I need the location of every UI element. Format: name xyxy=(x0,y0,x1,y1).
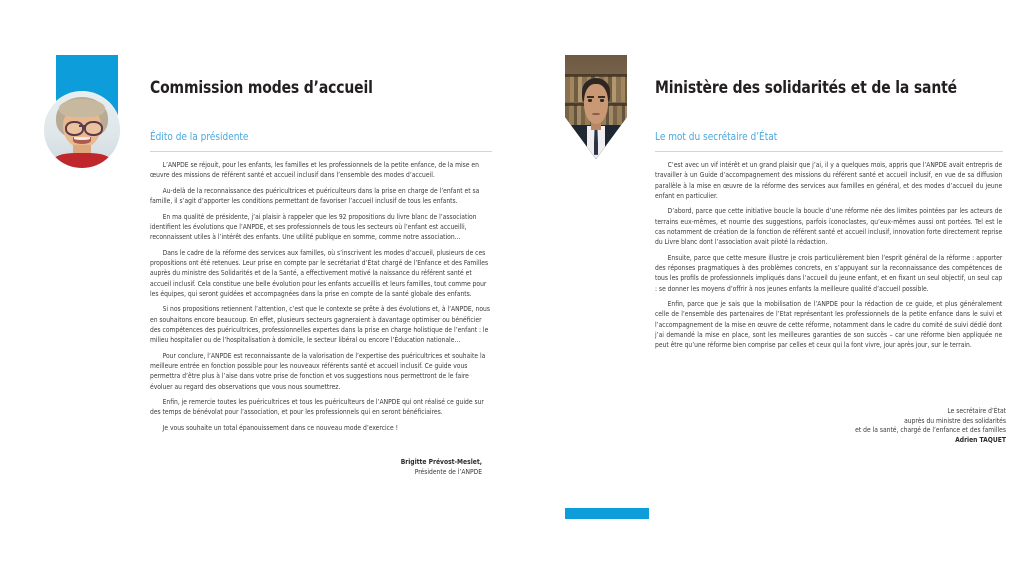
paragraph: Si nos propositions retiennent l’attention, c’est que le contexte se prête à des évolutions et, à l’ANPDE, nous en souhaitons encore beaucoup. En effet, plusieurs secteurs gagneraient à davantage optimiser ou bénéficier des compétences des puéricultrices, professionnelles expertes dans la prise en charge holistique de l’enfant : le milieu hospitalier ou de l’hospitalisation à domicile, le secteur libéral ou encore l’Éducation nationale… xyxy=(150,305,490,345)
portrait-illustration-woman xyxy=(44,92,120,168)
paragraph: L’ANPDE se réjouit, pour les enfants, les familles et les professionnels de la petite enfance, de la mise en œuvre des missions de référent santé et accueil inclusif dans l’ensemble des modes d’accueil. xyxy=(150,161,479,180)
paragraph: D’abord, parce que cette initiative boucle la boucle d’une réforme née des limites pointées par les acteurs de terrains eux-mêmes, et nourrie des suggestions, parfois iconoclastes, qu’eux-mêmes aussi ont portées. Tel est le cas notamment de création de la fonction de référent santé et accueil inclusif, innovation forte directement reprise du Livre blanc dont l’association avait piloté la rédaction. xyxy=(655,207,1003,247)
signature-right xyxy=(764,407,1007,445)
body-text-left xyxy=(150,160,491,438)
paragraph: Enfin, je remercie toutes les puéricultrices et tous les puériculteurs de l’ANPDE qui ont réalisé ce guide sur des temps de bénévolat pour l’association, et pour les professionnels qui en seront bénéficiaires. xyxy=(150,398,484,417)
paragraph: Pour conclure, l’ANPDE est reconnaissante de la valorisation de l’expertise des puéricultrices et souhaite la meilleure entrée en fonction possible pour les nouveaux référents santé et accueil inclusif. Ce guide vous permettra d’être plus à l’aise dans votre prise de fonction et vos suggestions nous permettront de le faire évoluer au regard des observations que vous nous soumettrez. xyxy=(150,351,486,391)
section-heading-right: Le mot du secrétaire d’État xyxy=(655,131,778,143)
paragraph: Je vous souhaite un total épanouissement dans ce nouveau mode d’exercice ! xyxy=(162,423,399,432)
signature-name-right: Adrien TAQUET xyxy=(955,435,1006,444)
secretary-portrait-pin-icon xyxy=(565,55,627,159)
page-right xyxy=(512,0,1024,576)
paragraph: Dans le cadre de la réforme des services aux familles, où s’inscrivent les modes d’accueil, plusieurs de ces propositions ont été retenues. Leur prise en compte par le secrétariat d’État chargé de l’Enfance et des Familles auprès du ministre des Solidarités et de la Santé, a effectivement motivé la naissance du référent santé et accueil inclusif. Cela constitue une belle évolution pour les enfants accueillis et leurs familles, tout comme pour les équipes, qui seront guidées et accompagnées dans la prise en compte de la santé globale des enfants. xyxy=(150,248,489,298)
signature-line: Le secrétaire d’État xyxy=(947,407,1006,415)
signature-name-left: Brigitte Prévost-Meslet, xyxy=(400,458,482,466)
signature-line: auprès du ministre des solidarités xyxy=(904,416,1006,425)
president-portrait-pin-icon xyxy=(56,55,118,159)
signature-role-right xyxy=(764,407,1007,436)
bottom-accent-bar xyxy=(565,508,649,519)
signature-line: Présidente de l’ANPDE xyxy=(414,467,482,476)
avatar-president xyxy=(44,92,120,168)
body-text-right xyxy=(655,160,1002,356)
section-divider-left xyxy=(150,151,492,152)
signature-role-left xyxy=(269,468,482,478)
paragraph: C’est avec un vif intérêt et un grand plaisir que j’ai, il y a quelques mois, appris que l’ANPDE avait entrepris de travailler à un Guide d’accompagnement des missions du référent santé et accueil inclusif, en vue de sa diffusion parallèle à la mise en œuvre de la réforme des services aux familles en général, et des modes d’accueil du jeune enfant en particulier. xyxy=(655,161,1003,200)
page-title-left: Commission modes d’accueil xyxy=(150,78,373,97)
section-heading-left: Édito de la présidente xyxy=(150,131,249,143)
signature-line: et de la santé, chargé de l’enfance et des familles xyxy=(855,426,1006,435)
paragraph: Enfin, parce que je sais que la mobilisation de l’ANPDE pour la rédaction de ce guide, et plus généralement celle de l’ensemble des partenaires de l’Etat représentant les professionnels de la petite enfance dans le suivi et l’accompagnement de la mise en œuvre de cette réforme, notamment dans le cadre du comité de suivi dédié dont j’ai demandé la mise en place, sont les meilleures garanties de son succès – car une réforme bien appliquée ne peut être qu’une réforme bien comprise par celles et ceux qui la font vivre, jour après jour, sur le terrain. xyxy=(655,300,1003,350)
paragraph: En ma qualité de présidente, j’ai plaisir à rappeler que les 92 propositions du livre blanc de l’association identifient les évolutions que l’ANPDE, et ses professionnels de tous les secteurs où l’enfant est accueilli, reconnaissent utiles à l’intérêt des enfants. Une utilité publique en somme, comme notre association… xyxy=(150,212,477,242)
signature-left xyxy=(269,458,482,477)
section-divider-right xyxy=(655,151,1003,152)
paragraph: Au-delà de la reconnaissance des puéricultrices et puériculteurs dans la prise en charge de l’enfant et sa famille, il s’agit d’apporter les conditions permettant de favoriser l’accueil inclusif de tous les enfants. xyxy=(150,186,480,206)
page-title-right: Ministère des solidarités et de la santé xyxy=(655,78,957,97)
paragraph: Ensuite, parce que cette mesure illustre je crois particulièrement bien l’esprit général de la réforme : apporter des réponses pragmatiques à des problèmes concrets, en s’appuyant sur la reconnaissance des compétences de tous les profils de professionnels impliqués dans l’accueil du jeune enfant, et en fixant un seul objectif, un seul cap : se donner les moyens d’offrir à nos jeunes enfants la meilleure qualité d’accueil possible. xyxy=(655,253,1003,293)
